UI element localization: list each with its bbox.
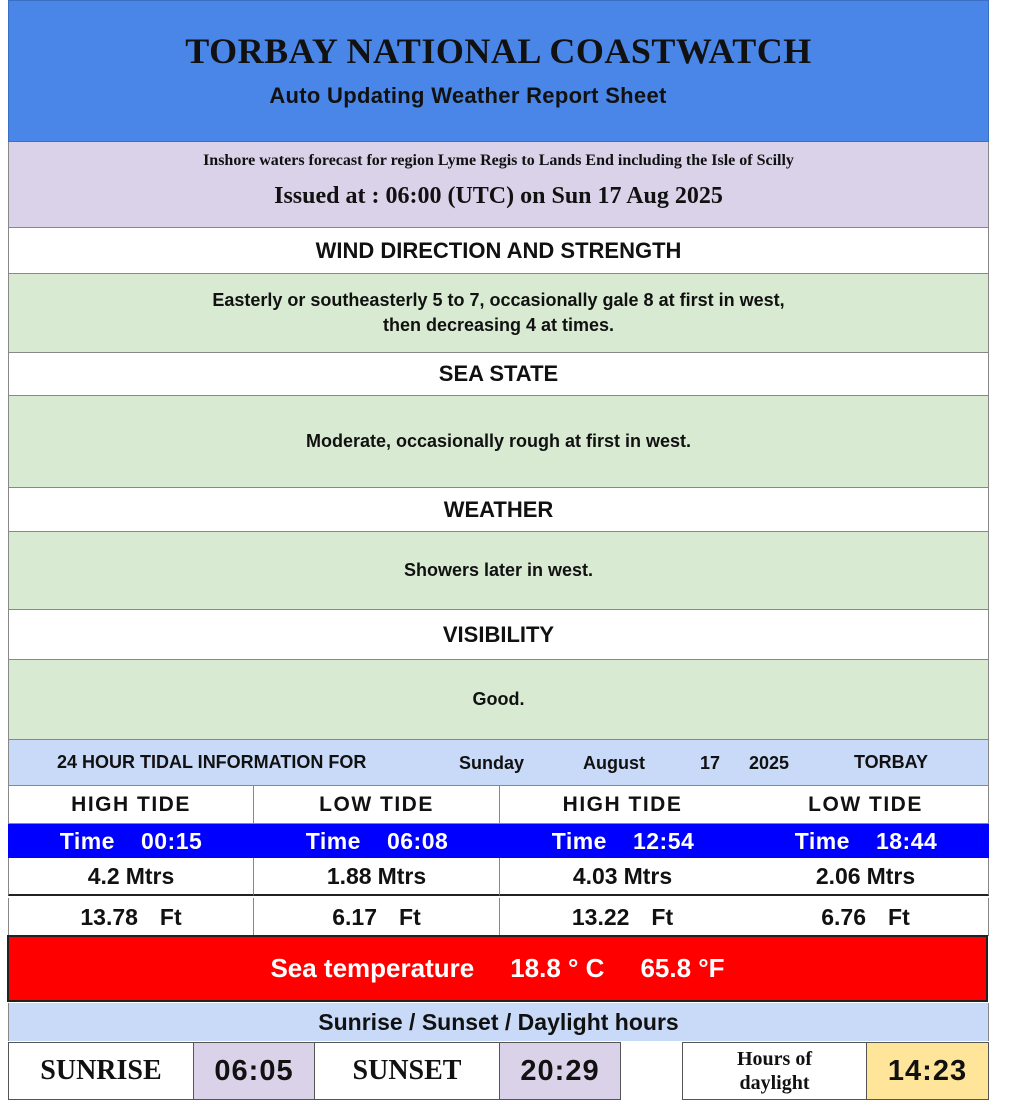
tide-metres-3 [500,858,746,896]
tide-type-3: HIGH TIDE [500,786,746,824]
sunrise-label: SUNRISE [8,1042,194,1100]
sea-temperature-celsius: 18.8 ° C [510,953,605,983]
weather-forecast: Showers later in west. [8,532,989,610]
metres-unit: Mtrs [623,862,673,889]
tide-feet-value: 13.22 [571,903,630,930]
tide-feet-4 [743,898,989,936]
tide-feet-value: 6.17 [332,903,378,930]
tide-time-value: 00:15 [140,827,203,854]
tide-type-4: LOW TIDE [743,786,989,824]
tide-type-2: LOW TIDE [254,786,500,824]
tidal-day: Sunday [459,753,525,773]
feet-unit: Ft [159,903,182,930]
sea-temperature-fahrenheit: 65.8 °F [640,953,725,983]
tide-metres-value: 2.06 [815,862,861,889]
sea-temperature-bar [7,935,988,1002]
wind-forecast [8,274,989,353]
sun-heading: Sunrise / Sunset / Daylight hours [8,1003,989,1041]
tide-metres-2 [254,858,500,896]
tide-metres-1 [8,858,254,896]
tide-feet-value: 6.76 [821,903,867,930]
metres-unit: Mtrs [377,862,427,889]
sea-temperature-label: Sea temperature [270,953,475,983]
daylight-hours: 14:23 [866,1042,989,1100]
tide-feet-1 [8,898,254,936]
feet-unit: Ft [888,903,910,930]
daylight-label-line-2: daylight [739,1072,810,1094]
tide-type-1: HIGH TIDE [8,786,254,824]
metres-unit: Mtrs [866,862,916,889]
daylight-label [682,1042,867,1100]
tide-feet-3 [500,898,746,936]
tide-time-value: 06:08 [386,827,449,854]
tide-time-label: Time [305,827,361,854]
daylight-label-line-1: Hours of [737,1048,812,1070]
tide-time-2 [254,824,500,858]
sea-state-forecast: Moderate, occasionally rough at first in west. [8,396,989,488]
wind-forecast-line-1: Easterly or southeasterly 5 to 7, occasionally gale 8 at first in west, [212,290,785,310]
visibility-forecast: Good. [8,660,989,740]
wind-forecast-line-2: then decreasing 4 at times. [382,315,615,335]
tide-metres-value: 1.88 [326,862,372,889]
tide-time-1 [8,824,254,858]
sunrise-time: 06:05 [193,1042,315,1100]
feet-unit: Ft [399,903,421,930]
tide-metres-value: 4.03 [572,862,618,889]
sunset-label: SUNSET [314,1042,500,1100]
tidal-month: August [583,753,645,773]
tidal-year: 2025 [749,753,790,773]
report-title: TORBAY NATIONAL COASTWATCH [185,31,812,71]
tide-time-value: 18:44 [875,827,938,854]
metres-unit: Mtrs [125,862,175,889]
tide-time-label: Time [551,827,607,854]
tidal-info-label: 24 HOUR TIDAL INFORMATION FOR [57,752,367,772]
visibility-heading: VISIBILITY [8,610,989,660]
tide-metres-4 [743,858,989,896]
report-subtitle: Auto Updating Weather Report Sheet [269,83,667,108]
tide-time-label: Time [794,827,850,854]
issued-time: Issued at : 06:00 (UTC) on Sun 17 Aug 2025 [274,183,723,209]
tidal-location: TORBAY [854,752,929,772]
tide-time-3 [500,824,746,858]
forecast-region: Inshore waters forecast for region Lyme Regis to Lands End including the Isle of Scilly [203,152,794,169]
tide-time-label: Time [59,827,115,854]
feet-unit: Ft [651,903,674,930]
wind-heading: WIND DIRECTION AND STRENGTH [8,228,989,274]
sea-state-heading: SEA STATE [8,353,989,396]
tidal-date: 17 [700,753,721,773]
tide-feet-value: 13.78 [80,903,138,930]
sunset-time: 20:29 [499,1042,621,1100]
tide-metres-value: 4.2 [87,862,120,889]
tide-feet-2 [254,898,500,936]
tide-time-4 [743,824,989,858]
weather-heading: WEATHER [8,488,989,532]
tide-time-value: 12:54 [632,827,695,854]
